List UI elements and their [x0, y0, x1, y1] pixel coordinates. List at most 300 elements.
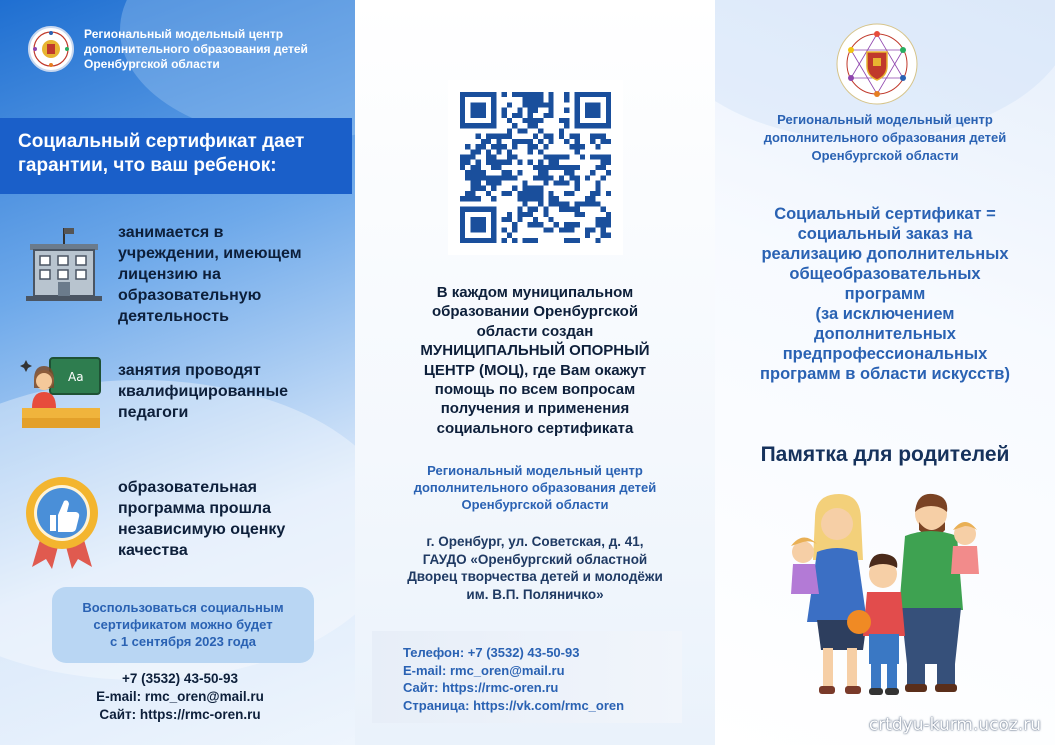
qr-module [491, 175, 496, 180]
qr-module [528, 144, 533, 149]
qr-module [517, 92, 522, 97]
qr-module [528, 196, 533, 201]
qr-module [502, 191, 507, 196]
moc-line: ЦЕНТР (МОЦ), где Вам окажут [423, 361, 647, 379]
qr-module [606, 233, 611, 238]
qr-module [533, 196, 538, 201]
qr-module [569, 134, 574, 139]
definition-line: социальный заказ на [797, 225, 973, 243]
qr-module [543, 170, 548, 175]
phone: +7 (3532) 43-50-93 [122, 671, 238, 686]
qr-module [533, 175, 538, 180]
email: E-mail: rmc_oren@mail.ru [96, 689, 264, 704]
right-panel [715, 0, 1055, 745]
certificate-definition [720, 204, 1050, 384]
qr-module [476, 134, 481, 139]
qr-module [465, 154, 470, 159]
feature-line: учреждении, имеющем [118, 245, 302, 262]
qr-module [549, 97, 554, 102]
qr-module [559, 227, 564, 232]
qr-module [595, 238, 600, 243]
qr-module [559, 128, 564, 133]
definition-line: программ [844, 285, 926, 303]
qr-module [559, 154, 564, 159]
qr-module [575, 212, 580, 217]
qr-module [564, 170, 569, 175]
qr-module [575, 207, 580, 212]
qr-module [528, 191, 533, 196]
org-line: Оренбургской области [461, 497, 609, 512]
qr-module [465, 170, 470, 175]
notice-line: Воспользоваться социальным [82, 600, 284, 615]
qr-module [590, 154, 595, 159]
qr-module [491, 181, 496, 186]
qr-module [491, 134, 496, 139]
qr-module [470, 217, 486, 233]
left-header [28, 26, 308, 72]
qr-module [486, 134, 491, 139]
feature-text [118, 352, 288, 423]
qr-module [502, 113, 507, 118]
qr-module [502, 238, 507, 243]
qr-module [580, 201, 585, 206]
qr-module [538, 170, 543, 175]
qr-module [512, 139, 517, 144]
qr-module [549, 134, 554, 139]
left-org-name [84, 27, 308, 72]
qr-module [549, 175, 554, 180]
qr-module [496, 165, 501, 170]
qr-module [564, 154, 569, 159]
qr-module [595, 154, 600, 159]
qr-module [465, 175, 470, 180]
org-line: Оренбургской области [811, 148, 959, 163]
qr-module [564, 92, 569, 97]
qr-module [533, 144, 538, 149]
qr-module [470, 154, 475, 159]
qr-module [512, 144, 517, 149]
qr-module [491, 154, 496, 159]
qr-module [486, 139, 491, 144]
feature-text [118, 473, 285, 561]
qr-module [590, 139, 595, 144]
qr-module [606, 222, 611, 227]
qr-module [533, 222, 538, 227]
qr-module [528, 118, 533, 123]
qr-module [470, 102, 486, 118]
qr-module [606, 170, 611, 175]
qr-module [601, 160, 606, 165]
qr-module [507, 175, 512, 180]
qr-module [533, 108, 538, 113]
qr-module [564, 222, 569, 227]
qr-module [538, 186, 543, 191]
qr-module [517, 108, 522, 113]
qr-module [554, 160, 559, 165]
qr-module [595, 186, 600, 191]
qr-module [543, 165, 548, 170]
qr-module [470, 181, 475, 186]
qr-module [590, 134, 595, 139]
qr-module [486, 175, 491, 180]
qr-module [507, 118, 512, 123]
feature-line: программа прошла [118, 500, 271, 517]
moc-line: МУНИЦИПАЛЬНЫЙ ОПОРНЫЙ [420, 342, 650, 360]
qr-module [470, 196, 475, 201]
qr-module [476, 149, 481, 154]
qr-module [476, 160, 481, 165]
qr-module [575, 139, 580, 144]
qr-module [512, 113, 517, 118]
qr-code-icon [448, 80, 623, 255]
qr-module [465, 196, 470, 201]
qr-module [496, 139, 501, 144]
moc-line: получения и применения [440, 400, 630, 418]
qr-module [549, 92, 554, 97]
qr-module [606, 139, 611, 144]
qr-module [564, 165, 569, 170]
qr-module [595, 134, 600, 139]
qr-module [549, 201, 554, 206]
notice-line: сертификатом можно будет [93, 617, 273, 632]
website: Сайт: https://rmc-oren.ru [99, 707, 261, 722]
qr-module [538, 222, 543, 227]
feature-quality [20, 473, 285, 561]
qr-module [580, 212, 585, 217]
qr-module [496, 144, 501, 149]
qr-module [533, 238, 538, 243]
qr-module [470, 149, 475, 154]
phone: Телефон: +7 (3532) 43-50-93 [403, 645, 580, 660]
feature-line: образовательная [118, 479, 258, 496]
qr-module [538, 118, 543, 123]
qr-module [575, 144, 580, 149]
qr-module [538, 92, 543, 97]
feature-license [20, 222, 302, 327]
qr-module [595, 165, 600, 170]
qr-module [564, 207, 569, 212]
qr-module [517, 191, 522, 196]
qr-module [517, 212, 522, 217]
qr-module [538, 196, 543, 201]
qr-module [481, 170, 486, 175]
qr-module [496, 181, 501, 186]
qr-module [601, 154, 606, 159]
memo-title: Памятка для родителей [760, 443, 1010, 466]
qr-module [601, 139, 606, 144]
definition-line: общеобразовательных [789, 265, 981, 283]
qr-module [606, 217, 611, 222]
qr-module [522, 196, 527, 201]
qr-module [470, 186, 475, 191]
qr-module [476, 175, 481, 180]
banner-line: Социальный сертификат дает [18, 131, 305, 152]
qr-module [575, 165, 580, 170]
vk-page: Страница: https://vk.com/rmc_oren [403, 697, 625, 713]
qr-module [507, 212, 512, 217]
address-line: ГАУДО «Оренбургский областной [422, 551, 648, 567]
qr-module [496, 160, 501, 165]
moc-line: образовании Оренбургской [431, 303, 639, 321]
feature-line: лицензию на [118, 266, 221, 283]
qr-module [554, 201, 559, 206]
qr-module [517, 170, 522, 175]
qr-module [507, 160, 512, 165]
qr-module [564, 118, 569, 123]
left-contacts [60, 670, 300, 724]
qr-module [502, 170, 507, 175]
qr-module [569, 144, 574, 149]
qr-module [507, 128, 512, 133]
moc-line: области создан [476, 322, 594, 340]
qr-module [502, 108, 507, 113]
qr-module [580, 154, 585, 159]
qr-module [569, 170, 574, 175]
qr-module [554, 154, 559, 159]
qr-module [606, 160, 611, 165]
qr-module [528, 207, 533, 212]
qr-module [559, 134, 564, 139]
org-line: дополнительного образования детей [763, 130, 1007, 145]
qr-module [549, 139, 554, 144]
feature-line: квалифицированные [118, 383, 288, 400]
qr-module [559, 207, 564, 212]
qr-module [569, 191, 574, 196]
qr-module [528, 186, 533, 191]
qr-module [543, 212, 548, 217]
qr-module [543, 113, 548, 118]
qr-module [476, 170, 481, 175]
qr-module [528, 222, 533, 227]
qr-module [507, 102, 512, 107]
qr-module [486, 149, 491, 154]
qr-module [470, 191, 475, 196]
qr-module [549, 113, 554, 118]
qr-module [595, 217, 600, 222]
qr-module [522, 118, 527, 123]
qr-module [538, 102, 543, 107]
qr-module [559, 165, 564, 170]
qr-module [502, 160, 507, 165]
qr-module [481, 175, 486, 180]
qr-module [491, 196, 496, 201]
qr-module [528, 92, 533, 97]
qr-module [543, 134, 548, 139]
qr-module [575, 201, 580, 206]
qr-module [522, 97, 527, 102]
qr-module [486, 154, 491, 159]
qr-module [601, 217, 606, 222]
qr-module [549, 108, 554, 113]
qr-module [575, 149, 580, 154]
qr-module [460, 196, 465, 201]
qr-module [549, 154, 554, 159]
qr-module [590, 201, 595, 206]
qr-module [507, 217, 512, 222]
qr-module [528, 113, 533, 118]
guarantee-banner [0, 118, 352, 194]
left-panel [0, 0, 355, 745]
qr-module [528, 123, 533, 128]
qr-module [476, 181, 481, 186]
feature-line: независимую оценку [118, 521, 286, 538]
qr-module [564, 97, 569, 102]
qr-module [538, 97, 543, 102]
qr-module [595, 144, 600, 149]
qr-module [590, 227, 595, 232]
qr-module [585, 201, 590, 206]
qr-module [543, 227, 548, 232]
qr-module [470, 170, 475, 175]
qr-module [476, 196, 481, 201]
qr-module [491, 144, 496, 149]
qr-module [465, 191, 470, 196]
qr-module [595, 181, 600, 186]
qr-module [564, 201, 569, 206]
qr-module [538, 175, 543, 180]
org-line: дополнительного образования детей [84, 41, 308, 56]
qr-module [528, 108, 533, 113]
qr-module [528, 97, 533, 102]
qr-module [585, 175, 590, 180]
qr-module [606, 154, 611, 159]
qr-module [486, 191, 491, 196]
qr-module [595, 222, 600, 227]
qr-module [533, 217, 538, 222]
qr-module [569, 165, 574, 170]
qr-module [528, 149, 533, 154]
definition-line: предпрофессиональных [782, 345, 988, 363]
feature-line: качества [118, 542, 188, 559]
qr-module [569, 175, 574, 180]
qr-module [491, 160, 496, 165]
qr-module [528, 238, 533, 243]
quality-badge-icon [20, 473, 104, 557]
qr-module [601, 165, 606, 170]
feature-line: образовательную [118, 287, 262, 304]
qr-module [543, 181, 548, 186]
qr-module [533, 102, 538, 107]
qr-module [517, 139, 522, 144]
qr-module [533, 191, 538, 196]
qr-module [569, 238, 574, 243]
qr-module [601, 175, 606, 180]
family-icon [787, 488, 987, 706]
website: Сайт: https://rmc-oren.ru [403, 680, 559, 695]
qr-module [585, 196, 590, 201]
address [375, 533, 695, 603]
regional-center-logo-icon [835, 22, 919, 106]
qr-module [522, 92, 527, 97]
qr-module [502, 227, 507, 232]
qr-module [502, 134, 507, 139]
qr-module [507, 170, 512, 175]
qr-module [517, 217, 522, 222]
qr-module [590, 191, 595, 196]
feature-teachers [20, 352, 288, 436]
qr-module [533, 165, 538, 170]
qr-module [476, 186, 481, 191]
org-line: Региональный модельный центр [84, 26, 284, 41]
qr-module [543, 154, 548, 159]
right-org-name [725, 111, 1045, 165]
qr-module [533, 134, 538, 139]
qr-module [533, 97, 538, 102]
qr-module [470, 165, 475, 170]
qr-module [522, 238, 527, 243]
qr-module [601, 207, 606, 212]
qr-module [517, 196, 522, 201]
moc-info [375, 283, 695, 438]
qr-module [564, 227, 569, 232]
qr-module [590, 196, 595, 201]
middle-panel [355, 0, 715, 745]
qr-module [481, 139, 486, 144]
qr-module [533, 118, 538, 123]
qr-module [595, 191, 600, 196]
org-logo-icon [28, 26, 74, 72]
qr-module [522, 102, 527, 107]
qr-module [580, 144, 585, 149]
qr-module [496, 149, 501, 154]
qr-module [481, 144, 486, 149]
qr-module [569, 207, 574, 212]
qr-module [528, 212, 533, 217]
middle-contacts [403, 644, 624, 714]
qr-module [460, 165, 465, 170]
qr-module [538, 165, 543, 170]
moc-line: помощь по всем вопросам [434, 381, 636, 399]
moc-line: социального сертификата [436, 419, 634, 437]
qr-module [549, 160, 554, 165]
qr-module [564, 123, 569, 128]
address-line: г. Оренбург, ул. Советская, д. 41, [426, 534, 644, 549]
qr-module [507, 154, 512, 159]
org-line: дополнительного образования детей [413, 480, 657, 495]
qr-module [512, 92, 517, 97]
qr-module [559, 118, 564, 123]
org-line: Региональный модельный центр [427, 463, 643, 478]
qr-module [554, 181, 559, 186]
qr-module [502, 144, 507, 149]
qr-module [554, 222, 559, 227]
qr-module [512, 186, 517, 191]
qr-module [502, 175, 507, 180]
start-date-notice [52, 587, 314, 663]
qr-module [502, 217, 507, 222]
qr-module [575, 181, 580, 186]
qr-module [585, 233, 590, 238]
definition-line: реализацию дополнительных [761, 245, 1009, 263]
qr-module [470, 175, 475, 180]
qr-module [517, 207, 522, 212]
qr-module [528, 160, 533, 165]
qr-module [528, 102, 533, 107]
qr-module [491, 165, 496, 170]
qr-module [460, 154, 465, 159]
qr-module [569, 227, 574, 232]
qr-module [486, 160, 491, 165]
qr-module [543, 175, 548, 180]
qr-module [522, 212, 527, 217]
qr-module [559, 175, 564, 180]
qr-module [569, 222, 574, 227]
qr-module [517, 128, 522, 133]
definition-line: Социальный сертификат = [774, 205, 996, 223]
qr-module [538, 149, 543, 154]
watermark: crtdyu-kurm.ucoz.ru [868, 715, 1041, 735]
qr-module [538, 201, 543, 206]
